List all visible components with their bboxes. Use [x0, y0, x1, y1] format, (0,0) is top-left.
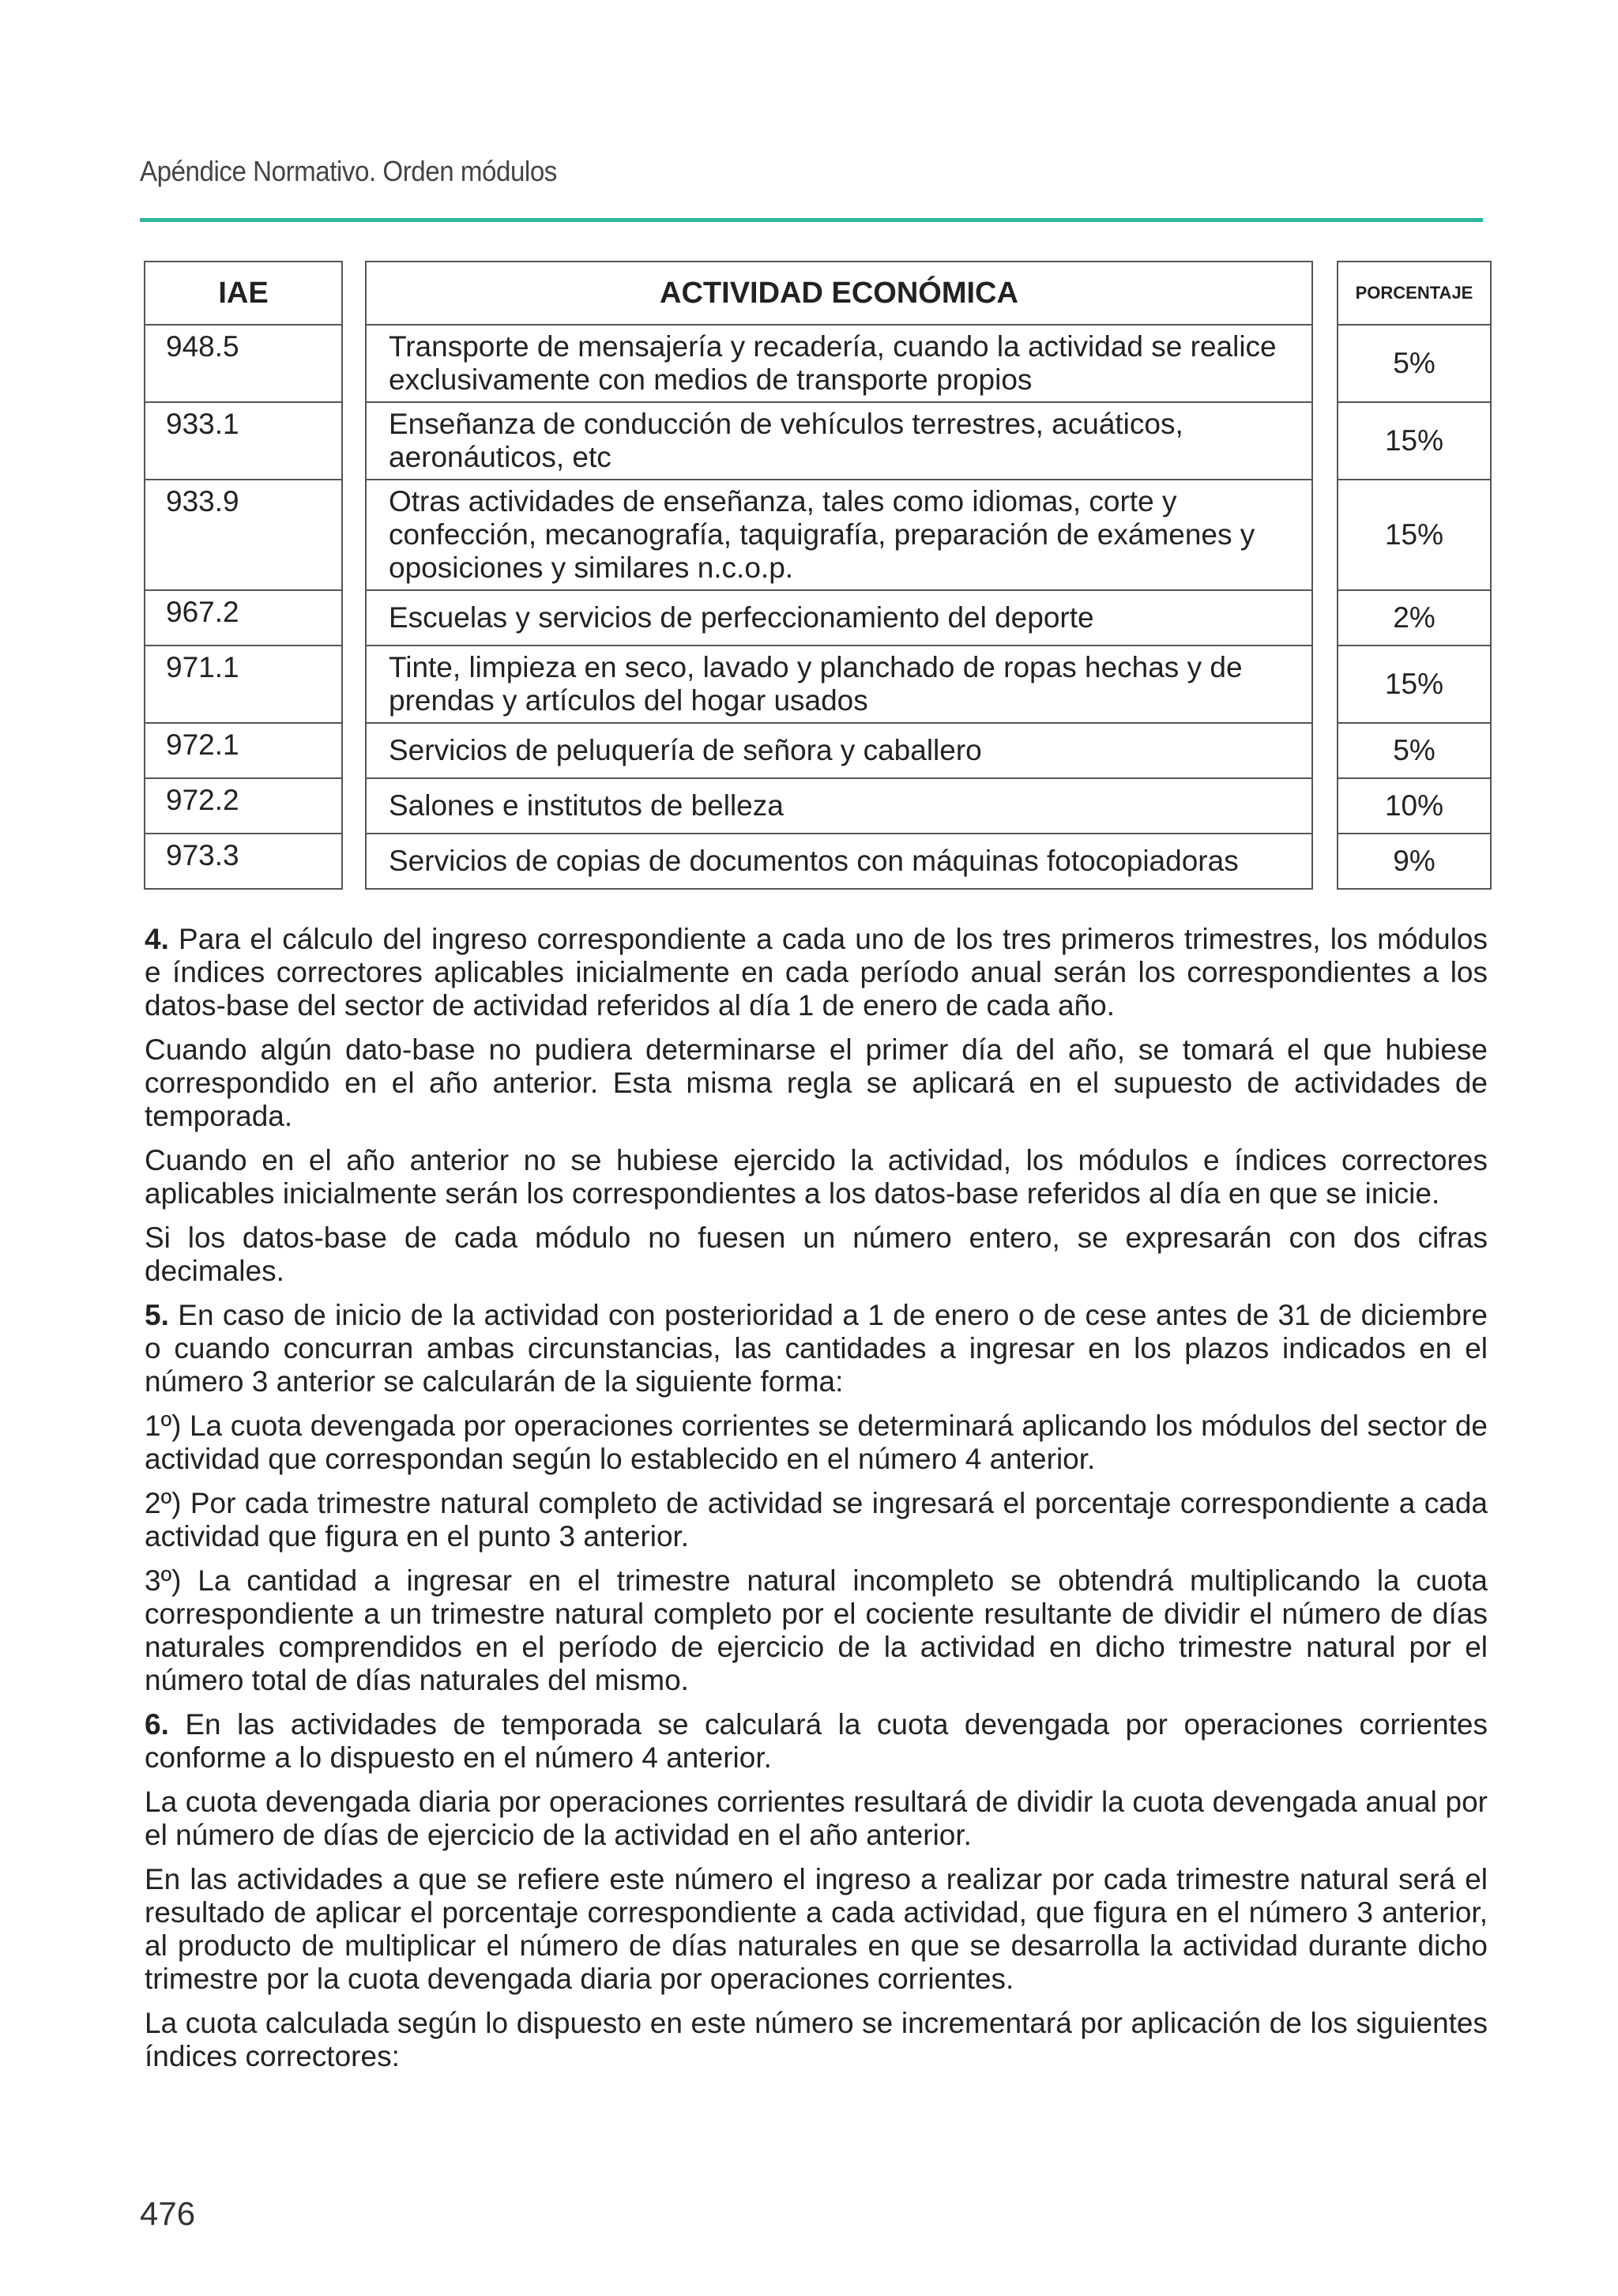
activity-header: ACTIVIDAD ECONÓMICA	[365, 261, 1313, 326]
paragraph: 6. En las actividades de temporada se calculará la cuota devengada por operaciones corrientes conforme a lo dispuesto en el número 4 anterior.	[145, 1708, 1488, 1774]
paragraph: La cuota devengada diaria por operaciones corrientes resultará de dividir la cuota devengada anual por el número de días de ejercicio de la actividad en el año anterior.	[145, 1786, 1488, 1851]
page-number: 476	[140, 2195, 196, 2232]
percent-cell: 10%	[1337, 779, 1492, 834]
paragraph: 1º) La cuota devengada por operaciones corrientes se determinará aplicando los módulos del sector de actividad que correspondan según lo establecido en el número 4 anterior.	[145, 1410, 1488, 1475]
percent-cell: 15%	[1337, 403, 1492, 480]
activity-cell: Escuelas y servicios de perfeccionamiento del deporte	[365, 591, 1313, 646]
section-number: 5.	[145, 1299, 169, 1331]
percent-header: PORCENTAJE	[1337, 261, 1492, 326]
iae-cell: 972.1	[144, 724, 343, 779]
activity-cell: Otras actividades de enseñanza, tales como idiomas, corte y confección, mecanografía, taquigrafía, preparación de exámenes y oposiciones y similares n.c.o.p.	[365, 480, 1313, 591]
section-number: 4.	[145, 923, 169, 955]
percent-cell: 5%	[1337, 724, 1492, 779]
iae-cell: 971.1	[144, 646, 343, 724]
percent-cell: 15%	[1337, 646, 1492, 724]
paragraph: Si los datos-base de cada módulo no fuesen un número entero, se expresarán con dos cifras decimales.	[145, 1221, 1488, 1287]
paragraph: 4. Para el cálculo del ingreso correspondiente a cada uno de los tres primeros trimestres, los módulos e índices correctores aplicables inicialmente en cada período anual serán los correspondientes a los datos-base del sector de actividad referidos al día 1 de enero de cada año.	[145, 923, 1488, 1022]
iae-cell: 948.5	[144, 326, 343, 403]
percent-cell: 5%	[1337, 326, 1492, 403]
section-number: 6.	[145, 1708, 169, 1741]
paragraph: Cuando en el año anterior no se hubiese ejercido la actividad, los módulos e índices correctores aplicables inicialmente serán los correspondientes a los datos-base referidos al día en que se inicie.	[145, 1144, 1488, 1210]
body-text	[145, 923, 1488, 2084]
activity-column	[365, 261, 1313, 890]
header-rule	[140, 218, 1483, 222]
percent-column	[1337, 261, 1492, 890]
percent-cell: 15%	[1337, 480, 1492, 591]
activity-cell: Transporte de mensajería y recadería, cuando la actividad se realice exclusivamente con medios de transporte propios	[365, 326, 1313, 403]
paragraph: 5. En caso de inicio de la actividad con posterioridad a 1 de enero o de cese antes de 31 de diciembre o cuando concurran ambas circunstancias, las cantidades a ingresar en los plazos indicados en el número 3 anterior se calcularán de la siguiente forma:	[145, 1299, 1488, 1398]
activity-cell: Servicios de copias de documentos con máquinas fotocopiadoras	[365, 834, 1313, 890]
activity-cell: Tinte, limpieza en seco, lavado y planchado de ropas hechas y de prendas y artículos del hogar usados	[365, 646, 1313, 724]
activity-cell: Servicios de peluquería de señora y caballero	[365, 724, 1313, 779]
iae-column	[144, 261, 343, 890]
iae-cell: 933.1	[144, 403, 343, 480]
activity-cell: Enseñanza de conducción de vehículos terrestres, acuáticos, aeronáuticos, etc	[365, 403, 1313, 480]
running-header: Apéndice Normativo. Orden módulos	[140, 155, 557, 187]
paragraph: En las actividades a que se refiere este número el ingreso a realizar por cada trimestre natural será el resultado de aplicar el porcentaje correspondiente a cada actividad, que figura en el número 3 anterior, al producto de multiplicar el número de días naturales en que se desarrolla la actividad durante dicho trimestre por la cuota devengada diaria por operaciones corrientes.	[145, 1863, 1488, 1995]
paragraph: Cuando algún dato-base no pudiera determinarse el primer día del año, se tomará el que hubiese correspondido en el año anterior. Esta misma regla se aplicará en el supuesto de actividades de temporada.	[145, 1033, 1488, 1132]
paragraph: 3º) La cantidad a ingresar en el trimestre natural incompleto se obtendrá multiplicando la cuota correspondiente a un trimestre natural completo por el cociente resultante de dividir el número de días naturales comprendidos en el período de ejercicio de la actividad en dicho trimestre natural por el número total de días naturales del mismo.	[145, 1564, 1488, 1696]
percent-cell: 9%	[1337, 834, 1492, 890]
paragraph: 2º) Por cada trimestre natural completo de actividad se ingresará el porcentaje correspondiente a cada actividad que figura en el punto 3 anterior.	[145, 1487, 1488, 1553]
percent-cell: 2%	[1337, 591, 1492, 646]
activity-cell: Salones e institutos de belleza	[365, 779, 1313, 834]
iae-cell: 972.2	[144, 779, 343, 834]
iae-cell: 967.2	[144, 591, 343, 646]
iae-cell: 973.3	[144, 834, 343, 890]
iae-header: IAE	[144, 261, 343, 326]
iae-cell: 933.9	[144, 480, 343, 591]
paragraph: La cuota calculada según lo dispuesto en este número se incrementará por aplicación de los siguientes índices correctores:	[145, 2007, 1488, 2072]
